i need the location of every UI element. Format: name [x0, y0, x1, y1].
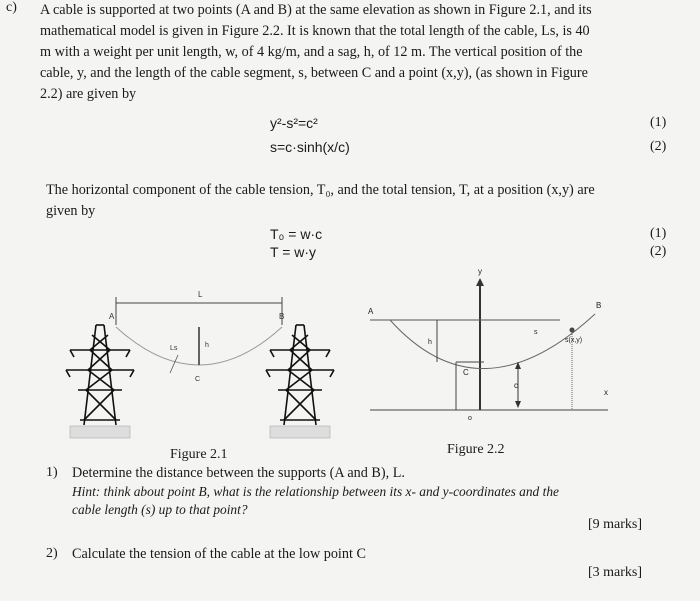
equation-1: y²-s²=c²: [270, 115, 318, 131]
q1-hint-line: Hint: think about point B, what is the relationship between its x- and y-coordinates and the: [72, 484, 559, 499]
tension-line: The horizontal component of the cable tension, T₀, and the total tension, T, at a position (x,y) are: [46, 182, 595, 198]
equation-number: (1): [650, 226, 667, 241]
equation-t0: T₀ = w·c: [270, 226, 323, 242]
q2-text: Calculate the tension of the cable at the low point C: [72, 546, 366, 562]
label-A: A: [368, 307, 374, 316]
label-h: h: [205, 342, 209, 349]
intro-line: m with a weight per unit length, w, of 4 kg/m, and a sag, h, of 12 m. The vertical position of the: [40, 44, 583, 60]
question-label: c): [6, 0, 17, 15]
intro-paragraph: [40, 0, 680, 105]
figure-2-2-caption: Figure 2.2: [447, 442, 505, 457]
label-B: B: [279, 312, 285, 321]
q2-number: 2): [46, 546, 58, 561]
q2-marks: [3 marks]: [588, 565, 643, 580]
intro-line: cable, y, and the length of the cable segment, s, between C and a point (x,y), (as shown in Figure: [40, 65, 588, 81]
tension-paragraph: [46, 180, 686, 222]
transmission-tower-left: [66, 325, 134, 425]
equation-2: s=c·sinh(x/c): [270, 139, 350, 155]
label-c: c: [514, 381, 518, 390]
label-o: o: [468, 415, 472, 422]
label-L: L: [198, 290, 203, 299]
label-s: s: [534, 329, 538, 336]
transmission-tower-right: [266, 325, 334, 425]
equation-number: (2): [650, 139, 667, 154]
equation-number: (1): [650, 115, 667, 130]
q1-text: Determine the distance between the supports (A and B), L.: [72, 465, 405, 481]
label-C: C: [195, 376, 201, 383]
q1-number: 1): [46, 465, 58, 480]
figure-2-1-caption: Figure 2.1: [170, 447, 228, 462]
label-C: C: [463, 368, 469, 377]
label-h: h: [428, 339, 432, 346]
intro-line: A cable is supported at two points (A and B) at the same elevation as shown in Figure 2.1, and its: [40, 2, 592, 18]
label-y: y: [478, 267, 482, 276]
equation-number: (2): [650, 244, 667, 259]
label-B: B: [596, 301, 602, 310]
label-Ls: Ls: [170, 345, 178, 352]
tension-line: given by: [46, 203, 96, 219]
equation-t: T = w·y: [270, 244, 317, 260]
figure-2-2: [360, 262, 650, 427]
q1-hint-line: cable length (s) up to that point?: [72, 502, 248, 517]
figure-2-1: [0, 255, 360, 455]
intro-line: 2.2) are given by: [40, 86, 137, 102]
label-x: x: [604, 388, 608, 397]
q1-marks: [9 marks]: [588, 517, 643, 532]
label-A: A: [109, 312, 115, 321]
intro-line: mathematical model is given in Figure 2.2. It is known that the total length of the cable, Ls, is 40: [40, 23, 590, 39]
label-sxy: s(x,y): [565, 337, 583, 344]
